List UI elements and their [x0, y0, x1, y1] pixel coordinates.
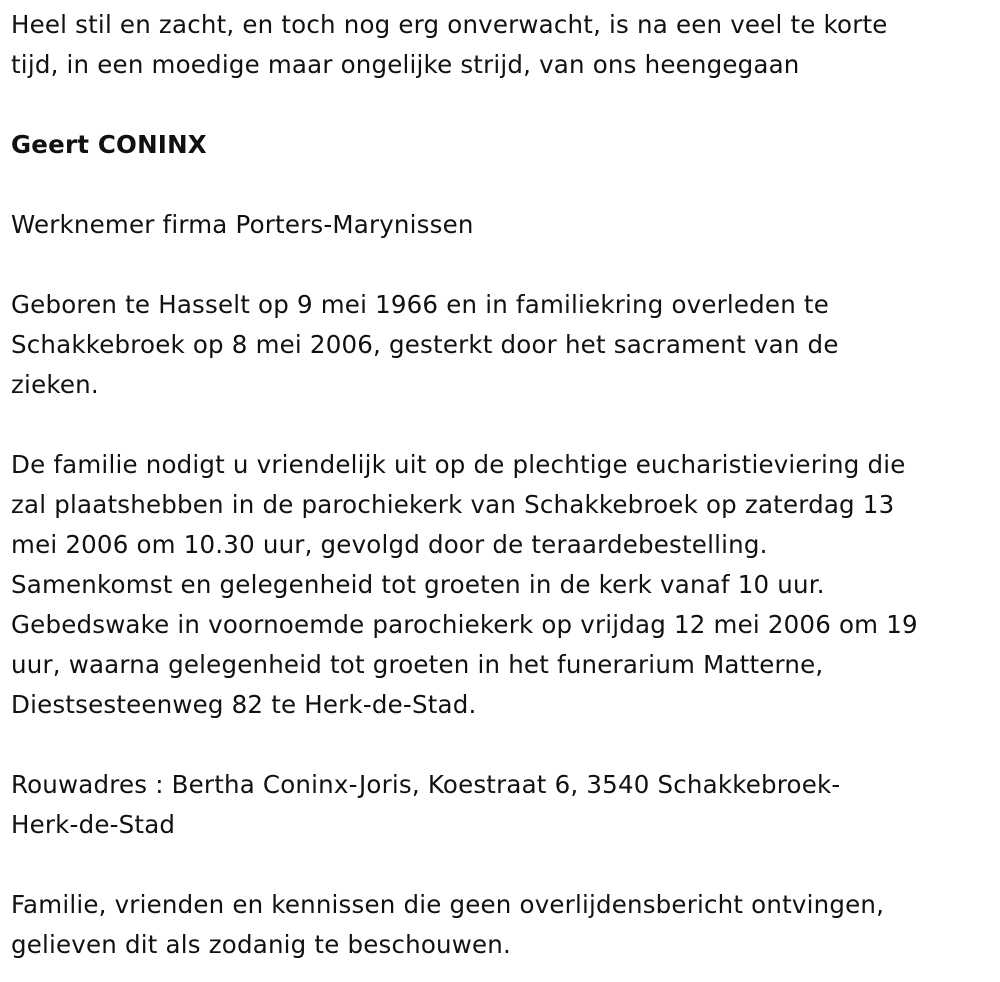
- text-line: De familie nodigt u vriendelijk uit op de plechtige eucharistieviering die: [11, 450, 906, 479]
- mourning-address-paragraph: [11, 765, 991, 845]
- text-line: uur, waarna gelegenheid tot groeten in het funerarium Matterne,: [11, 650, 824, 679]
- paragraph-spacer: [11, 725, 991, 765]
- text-line: tijd, in een moedige maar ongelijke strijd, van ons heengegaan: [11, 50, 800, 79]
- text-line: zieken.: [11, 370, 99, 399]
- text-line: Samenkomst en gelegenheid tot groeten in de kerk vanaf 10 uur.: [11, 570, 825, 599]
- text-line: zal plaatshebben in de parochiekerk van Schakkebroek op zaterdag 13: [11, 490, 895, 519]
- obituary-document: [11, 5, 991, 965]
- text-line: Rouwadres : Bertha Coninx-Joris, Koestraat 6, 3540 Schakkebroek-: [11, 770, 841, 799]
- ceremony-paragraph: [11, 445, 991, 725]
- text-line: Schakkebroek op 8 mei 2006, gesterkt door het sacrament van de: [11, 330, 839, 359]
- paragraph-spacer: [11, 245, 991, 285]
- paragraph-spacer: [11, 845, 991, 885]
- closing-paragraph: [11, 885, 991, 965]
- text-line: Diestsesteenweg 82 te Herk-de-Stad.: [11, 690, 477, 719]
- paragraph-spacer: [11, 165, 991, 205]
- text-line: Familie, vrienden en kennissen die geen overlijdensbericht ontvingen,: [11, 890, 885, 919]
- text-line: Gebedswake in voornoemde parochiekerk op vrijdag 12 mei 2006 om 19: [11, 610, 918, 639]
- text-line: Herk-de-Stad: [11, 810, 176, 839]
- paragraph-spacer: [11, 85, 991, 125]
- text-line: Heel stil en zacht, en toch nog erg onverwacht, is na een veel te korte: [11, 10, 888, 39]
- text-line: Geboren te Hasselt op 9 mei 1966 en in familiekring overleden te: [11, 290, 829, 319]
- paragraph-spacer: [11, 405, 991, 445]
- occupation-line: Werknemer firma Porters-Marynissen: [11, 210, 474, 239]
- birth-death-paragraph: [11, 285, 991, 405]
- deceased-name: Geert CONINX: [11, 130, 207, 159]
- text-line: gelieven dit als zodanig te beschouwen.: [11, 930, 512, 959]
- intro-paragraph: [11, 5, 991, 85]
- text-line: mei 2006 om 10.30 uur, gevolgd door de teraardebestelling.: [11, 530, 768, 559]
